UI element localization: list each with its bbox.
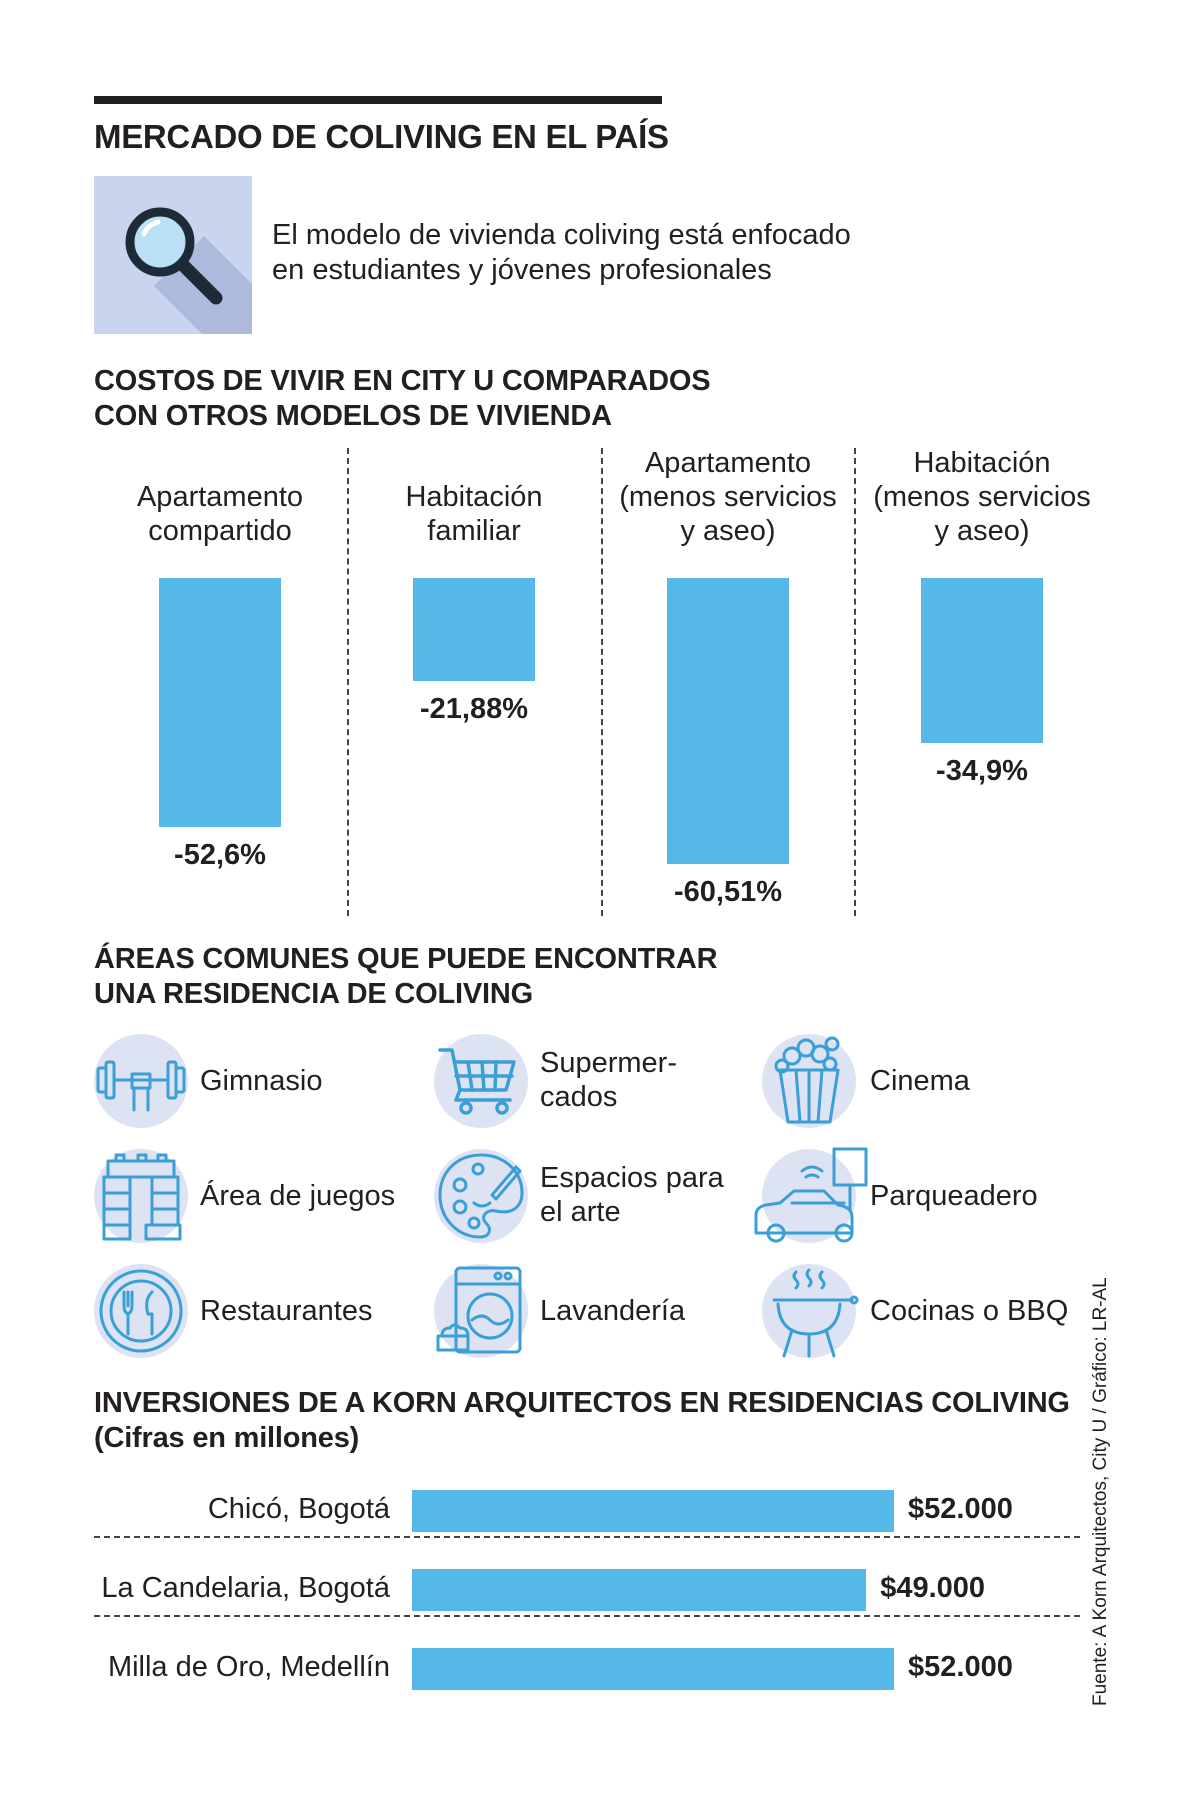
intro-line-1: El modelo de vivienda coliving está enfocado <box>272 219 851 251</box>
cost-category-label: Apartamento compartido <box>136 481 304 547</box>
art-item <box>434 1149 528 1243</box>
investments-title-line-1: INVERSIONES DE A KORN ARQUITECTOS EN RESIDENCIAS COLIVING <box>94 1387 1070 1419</box>
cost-bar <box>667 578 789 864</box>
shopping-cart-icon <box>434 1034 528 1128</box>
amenities-title <box>94 942 717 1012</box>
restaurant-item <box>94 1264 188 1358</box>
investment-value-label: $49.000 <box>880 1572 986 1604</box>
amenity-cinema <box>870 1064 970 1098</box>
row-divider <box>94 1536 1080 1538</box>
row-divider <box>94 1615 1080 1617</box>
amenity-parking <box>870 1179 1038 1213</box>
investment-value-label: $52.000 <box>908 1651 1013 1683</box>
games-item <box>94 1149 188 1243</box>
investment-bar <box>412 1490 894 1532</box>
popcorn-icon <box>762 1034 856 1128</box>
amenity-label: Parqueadero <box>870 1180 1038 1212</box>
top-rule <box>94 96 662 104</box>
building-blocks-icon <box>94 1149 188 1243</box>
amenity-label: Área de juegos <box>200 1180 396 1212</box>
supermarket-item <box>434 1034 528 1128</box>
column-divider <box>854 448 856 916</box>
amenity-bbq <box>870 1294 1068 1328</box>
investment-bar <box>412 1648 894 1690</box>
amenity-label: cados <box>540 1081 618 1113</box>
source-credit: Fuente: A Korn Arquitectos, City U / Gráfico: LR-AL <box>1090 1277 1111 1706</box>
costs-title-line-1: COSTOS DE VIVIR EN CITY U COMPARADOS <box>94 365 711 397</box>
intro-icon-box <box>94 176 252 334</box>
cost-category-label: Habitación (menos servicios y aseo) <box>873 447 1091 547</box>
investment-location-label: Chicó, Bogotá <box>207 1493 390 1525</box>
investments-title <box>94 1386 1070 1456</box>
cost-bar <box>159 578 281 827</box>
laundry-item <box>434 1264 528 1358</box>
page-title: MERCADO DE COLIVING EN EL PAÍS <box>94 118 669 155</box>
costs-title-line-2: CON OTROS MODELOS DE VIVIENDA <box>94 400 612 432</box>
amenity-label: Cocinas o BBQ <box>870 1295 1069 1327</box>
cost-category-label: Apartamento (menos servicios y aseo) <box>619 447 837 547</box>
dumbbell-icon <box>94 1034 188 1128</box>
plate-cutlery-icon <box>94 1264 188 1358</box>
investment-location-label: Milla de Oro, Medellín <box>107 1651 390 1683</box>
amenity-label: Espacios para <box>540 1162 724 1194</box>
amenities-title-line-1: ÁREAS COMUNES QUE PUEDE ENCONTRAR <box>94 943 718 975</box>
washing-machine-icon <box>434 1264 528 1358</box>
bbq-item <box>762 1264 856 1358</box>
cinema-item <box>762 1034 856 1128</box>
amenity-art <box>540 1161 724 1229</box>
costs-title <box>94 364 710 434</box>
amenity-laundry <box>540 1294 685 1328</box>
amenity-label: Cinema <box>870 1065 970 1097</box>
amenities-title-line-2: UNA RESIDENCIA DE COLIVING <box>94 978 533 1010</box>
investment-value-label: $52.000 <box>908 1493 1013 1525</box>
cost-bar <box>413 578 535 681</box>
gym-item <box>94 1034 188 1128</box>
amenity-label: Lavandería <box>540 1295 686 1327</box>
cost-value-label: -52,6% <box>174 838 266 871</box>
cost-value-label: -21,88% <box>419 693 528 726</box>
investment-location-label: La Candelaria, Bogotá <box>101 1572 390 1604</box>
amenity-label: Gimnasio <box>200 1065 323 1097</box>
grill-icon <box>762 1264 856 1358</box>
intro-line-2: en estudiantes y jóvenes profesionales <box>272 254 772 286</box>
amenity-restaurant <box>200 1294 373 1328</box>
cost-bar <box>921 578 1043 743</box>
amenity-label: Restaurantes <box>200 1295 373 1327</box>
cost-value-label: -60,51% <box>673 876 782 908</box>
investment-bar <box>412 1569 866 1611</box>
amenity-gym <box>200 1064 323 1098</box>
investments-title-line-2: (Cifras en millones) <box>94 1422 360 1454</box>
amenity-supermarket <box>540 1046 677 1114</box>
paint-palette-icon <box>434 1149 528 1243</box>
car-parking-icon <box>762 1149 856 1243</box>
amenity-label: Supermer- <box>540 1047 677 1079</box>
amenity-label: el arte <box>540 1196 621 1228</box>
parking-item <box>762 1149 856 1243</box>
intro-text <box>272 218 972 288</box>
cost-value-label: -34,9% <box>936 754 1028 787</box>
cost-category-label: Habitación familiar <box>405 481 543 547</box>
magnifier-icon <box>94 176 252 334</box>
amenity-games <box>200 1179 395 1213</box>
